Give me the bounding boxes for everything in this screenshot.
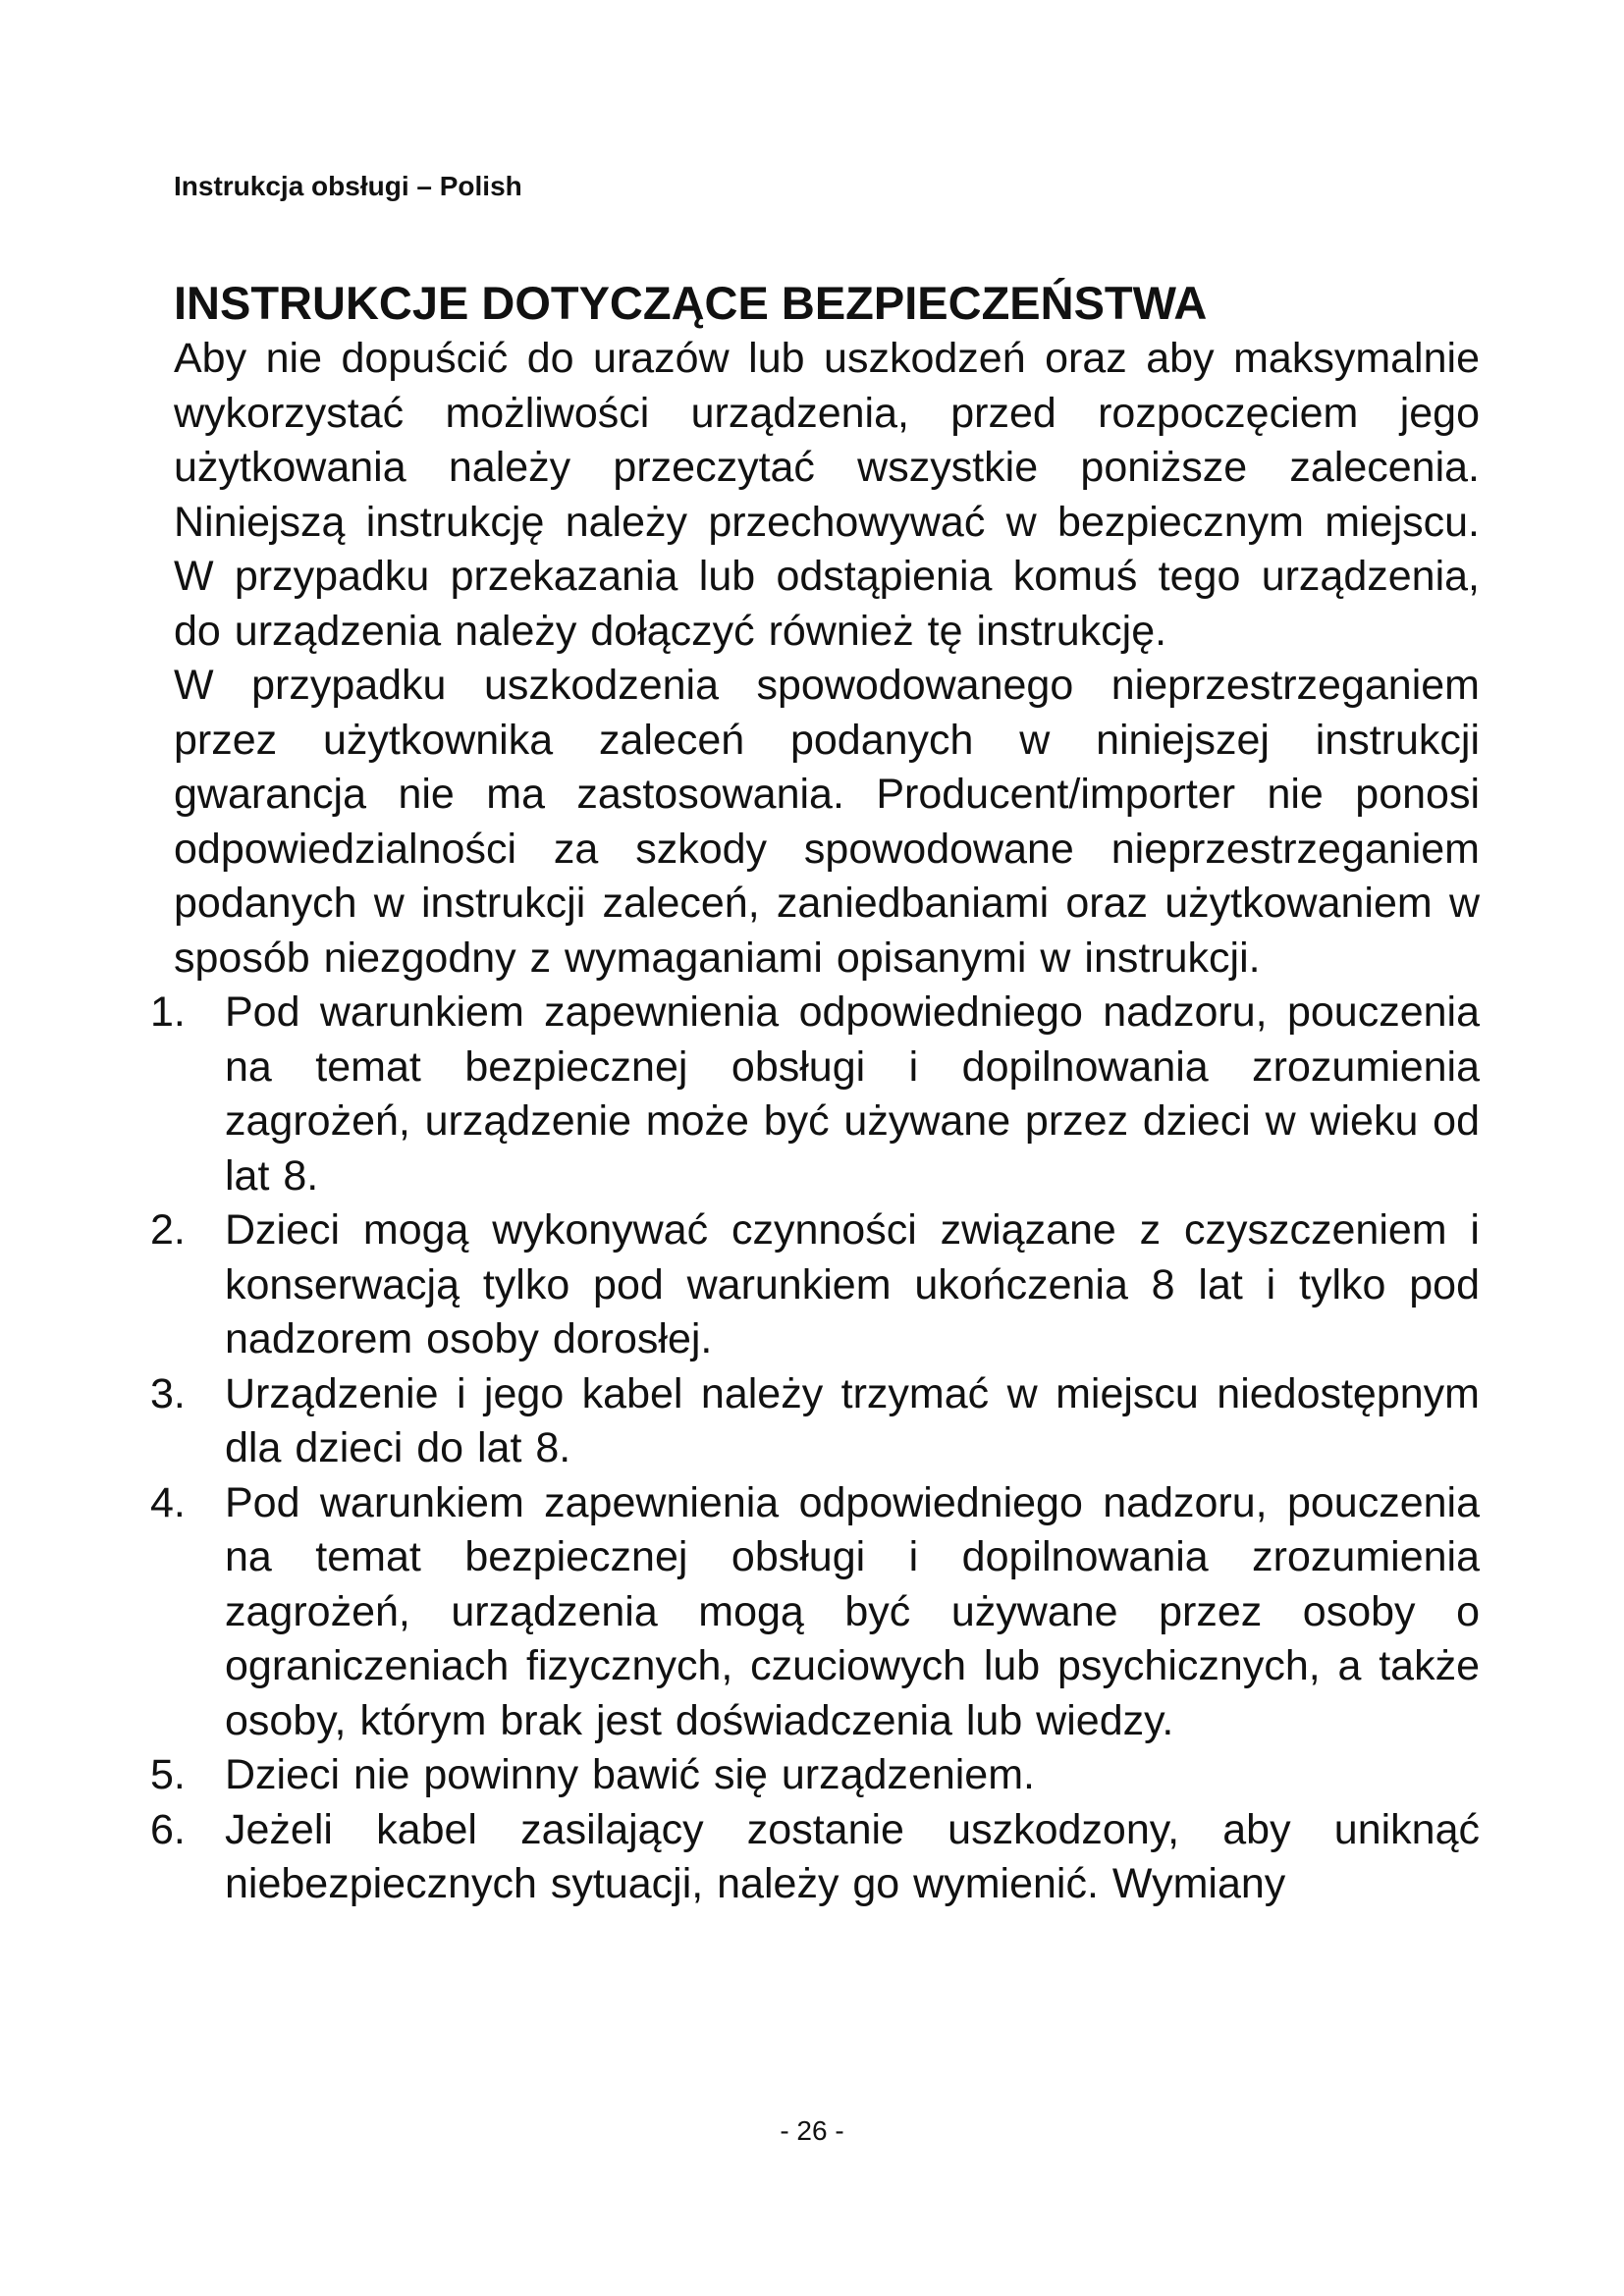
section-title: INSTRUKCJE DOTYCZĄCE BEZPIECZEŃSTWA	[174, 277, 1208, 329]
list-item-text: Pod warunkiem zapewnienia odpowiedniego nadzoru, pouczenia na temat bezpiecznej obsługi i dopilnowania zrozumienia zagrożeń, urządzenie może być używane przez dzieci w wieku od lat 8.	[225, 988, 1480, 1200]
page-number: - 26 -	[780, 2115, 844, 2146]
list-item-number: 4.	[150, 1478, 186, 1526]
list-item	[150, 1748, 1480, 1803]
list-item-text: Urządzenie i jego kabel należy trzymać w miejscu niedostępnym dla dzieci do lat 8.	[225, 1369, 1480, 1471]
safety-section	[150, 275, 1480, 1912]
list-item-number: 2.	[150, 1206, 186, 1254]
list-item-number: 6.	[150, 1805, 186, 1853]
list-item-number: 3.	[150, 1369, 186, 1417]
running-header: Instrukcja obsługi – Polish	[174, 171, 522, 201]
list-item	[150, 1476, 1480, 1749]
list-item-number: 1.	[150, 988, 186, 1036]
list-item	[150, 1203, 1480, 1367]
list-item-text: Dzieci nie powinny bawić się urządzeniem.	[225, 1751, 1035, 1798]
list-item-text: Pod warunkiem zapewnienia odpowiedniego nadzoru, pouczenia na temat bezpiecznej obsługi i dopilnowania zrozumienia zagrożeń, urządzenia mogą być używane przez osoby o ograniczeniach fizycznych, czuciowych lub psychicznych, a także osoby, którym brak jest doświadczenia lub wiedzy.	[225, 1478, 1480, 1744]
list-item	[150, 1803, 1480, 1912]
list-item-text: Jeżeli kabel zasilający zostanie uszkodzony, aby uniknąć niebezpiecznych sytuacji, należy go wymienić. Wymiany	[225, 1805, 1480, 1907]
list-item	[150, 986, 1480, 1203]
warranty-paragraph: W przypadku uszkodzenia spowodowanego nieprzestrzeganiem przez użytkownika zaleceń podanych w niniejszej instrukcji gwarancja nie ma zastosowania. Producent/importer nie ponosi odpowiedzialności za szkody spowodowane nieprzestrzeganiem podanych w instrukcji zaleceń, zaniedbaniami oraz użytkowaniem w sposób niezgodny z wymaganiami opisanymi w instrukcji.	[174, 662, 1480, 982]
list-item	[150, 1367, 1480, 1476]
list-item-number: 5.	[150, 1751, 186, 1798]
safety-rules-list	[150, 986, 1480, 1912]
list-item-text: Dzieci mogą wykonywać czynności związane z czyszczeniem i konserwacją tylko pod warunkiem ukończenia 8 lat i tylko pod nadzorem osoby dorosłej.	[225, 1206, 1480, 1362]
intro-paragraph: Aby nie dopuścić do urazów lub uszkodzeń oraz aby maksymalnie wykorzystać możliwości urządzenia, przed rozpoczęciem jego użytkowania należy przeczytać wszystkie poniższe zalecenia. Niniejszą instrukcję należy przechowywać w bezpiecznym miejscu. W przypadku przekazania lub odstąpienia komuś tego urządzenia, do urządzenia należy dołączyć również tę instrukcję.	[174, 335, 1480, 655]
